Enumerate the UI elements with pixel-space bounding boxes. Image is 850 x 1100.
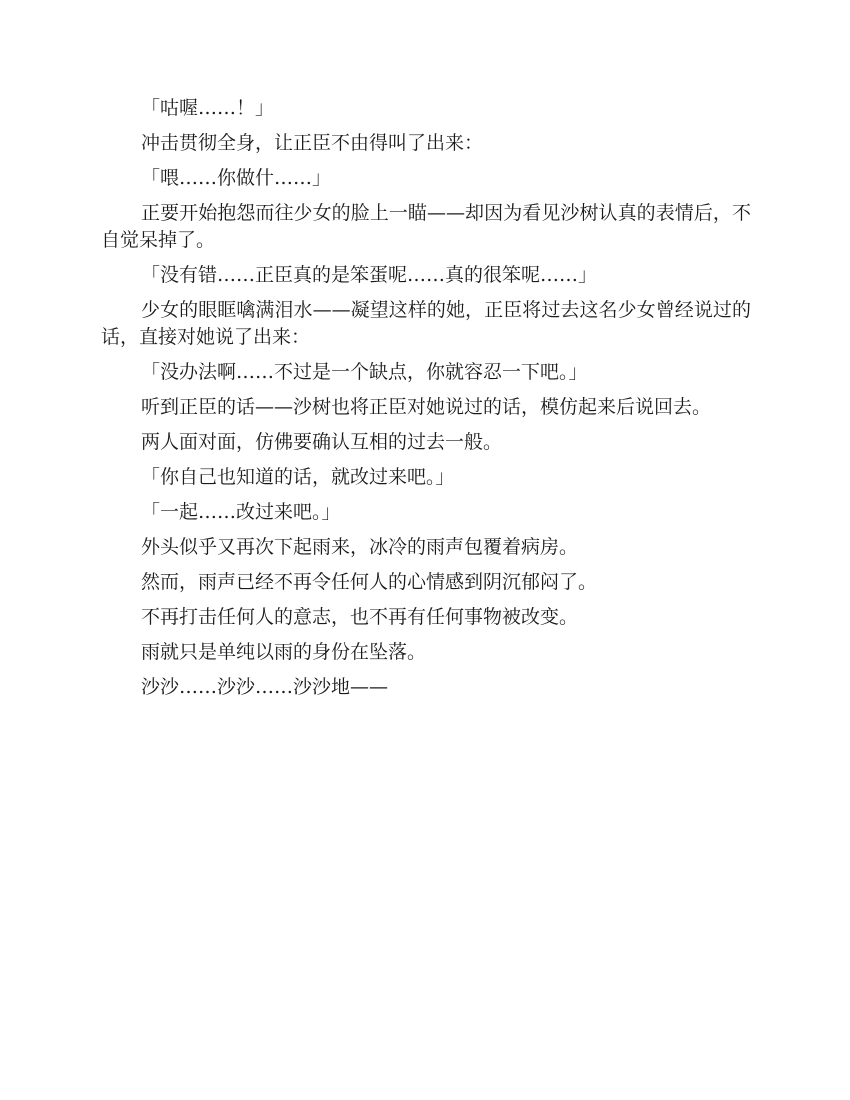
paragraph: 「没有错……正臣真的是笨蛋呢……真的很笨呢……」: [141, 264, 598, 286]
paragraph: 然而，雨声已经不再令任何人的心情感到阴沉郁闷了。: [141, 571, 598, 593]
paragraph: 「没办法啊……不过是一个缺点，你就容忍一下吧。」: [141, 361, 588, 383]
document-body: [101, 95, 751, 709]
paragraph: 正要开始抱怨而往少女的脸上一瞄——却因为看见沙树认真的表情后，不自觉呆掉了。: [101, 202, 751, 251]
paragraph: 「咕喔……！」: [141, 97, 275, 119]
paragraph: 外头似乎又再次下起雨来，冰冷的雨声包覆着病房。: [141, 536, 579, 558]
paragraph: 听到正臣的话——沙树也将正臣对她说过的话，模仿起来后说回去。: [141, 396, 712, 418]
paragraph: 不再打击任何人的意志，也不再有任何事物被改变。: [141, 606, 579, 628]
paragraph: 少女的眼眶噙满泪水——凝望这样的她，正臣将过去这名少女曾经说过的话，直接对她说了出来：: [101, 299, 751, 348]
paragraph: 「你自己也知道的话，就改过来吧。」: [141, 466, 455, 488]
paragraph: 沙沙……沙沙……沙沙地——: [141, 676, 389, 698]
paragraph: 「喂……你做什……」: [141, 167, 332, 189]
paragraph: 「一起……改过来吧。」: [141, 501, 341, 523]
paragraph: 雨就只是单纯以雨的身份在坠落。: [141, 641, 427, 663]
paragraph: 冲击贯彻全身，让正臣不由得叫了出来：: [141, 132, 484, 154]
paragraph: 两人面对面，仿佛要确认互相的过去一般。: [141, 431, 503, 453]
